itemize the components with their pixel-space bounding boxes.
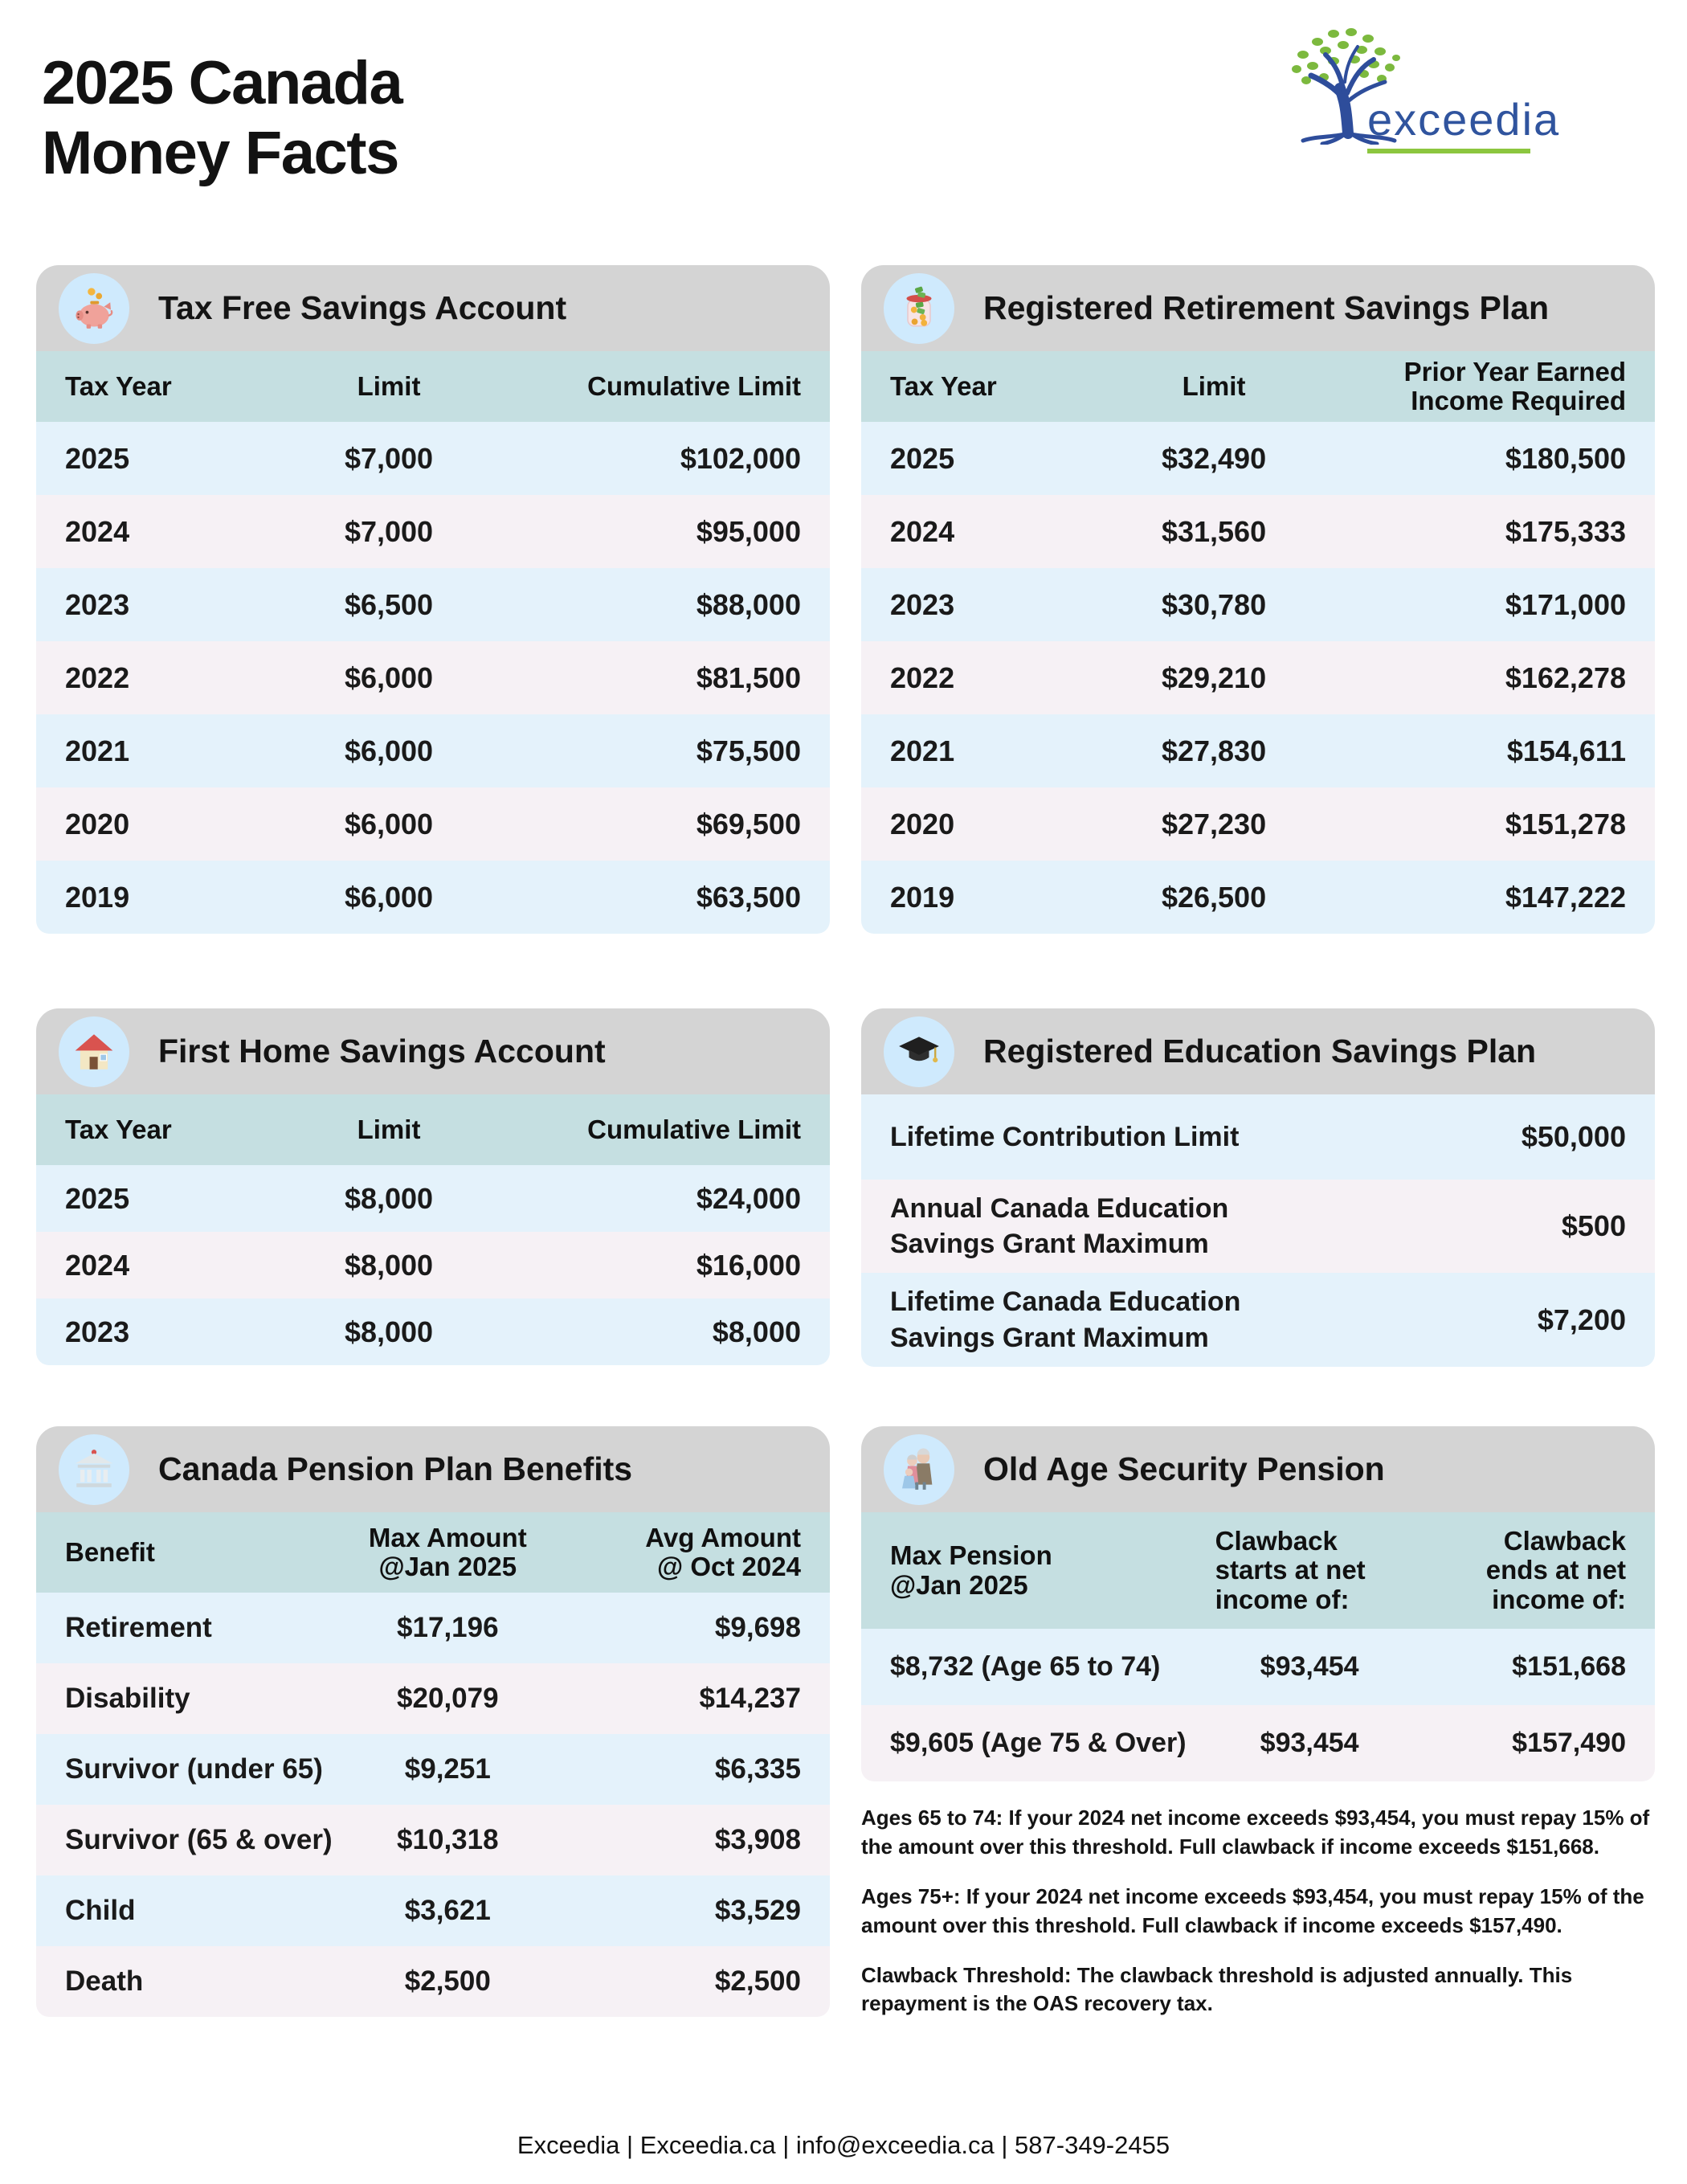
table-row [861,714,1655,787]
oas-column-headers [861,1512,1655,1629]
cell: $7,000 [344,514,434,548]
cell: Survivor (65 & over) [65,1824,333,1855]
piggy-bank-icon [71,286,116,331]
cell: $93,454 [1260,1651,1359,1682]
grandparents-family-icon [897,1447,942,1492]
tfsa-col-cumulative: Cumulative Limit [587,370,801,401]
cell: $3,908 [714,1824,801,1855]
resp-row-label: Annual Canada Education Savings Grant Maximum [890,1192,1229,1259]
cell: $29,210 [1161,661,1267,694]
cell: $151,278 [1505,807,1626,840]
rrsp-card-header [861,265,1655,351]
resp-row-value: $7,200 [1537,1303,1626,1336]
tfsa-column-headers [36,351,830,422]
cell: $102,000 [680,441,801,475]
rrsp-col-prior-income: Prior Year Earned Income Required [1403,356,1626,415]
cell: 2025 [890,441,955,475]
cell: $9,251 [404,1753,491,1785]
page-title-line1: 2025 Canada [42,49,402,117]
cell: $81,500 [696,661,801,694]
cell: $2,500 [404,1965,491,1997]
cell: 2023 [65,1315,130,1348]
table-row [36,495,830,568]
rrsp-col-limit: Limit [1182,370,1246,401]
table-row [36,787,830,861]
table-row [861,787,1655,861]
cell: Disability [65,1683,190,1714]
cell: $88,000 [696,587,801,621]
cell: $27,230 [1161,807,1267,840]
table-row [861,495,1655,568]
cell: 2021 [890,734,955,767]
cell: $9,605 (Age 75 & Over) [890,1728,1187,1758]
resp-card-header [861,1008,1655,1094]
cell: $20,079 [397,1683,499,1714]
cell: $6,000 [344,807,434,840]
table-row [36,1165,830,1232]
cell: $8,732 (Age 65 to 74) [890,1651,1161,1682]
table-row [36,641,830,714]
cell: $154,611 [1506,734,1626,767]
cell: Child [65,1895,136,1926]
fhsa-icon-circle [59,1016,129,1087]
oas-col-clawback-end: Clawback ends at net income of: [1485,1526,1626,1614]
oas-notes [861,1804,1655,2039]
table-row [36,1805,830,1875]
fhsa-card-header [36,1008,830,1094]
cell: $8,000 [712,1315,801,1348]
tfsa-card [36,265,830,934]
table-row [36,1232,830,1299]
footer-contact: Exceedia | Exceedia.ca | info@exceedia.ca | 587-349-2455 [517,2131,1170,2159]
cell: $6,500 [344,587,434,621]
cell: $162,278 [1505,661,1626,694]
oas-col-max-pension: Max Pension @Jan 2025 [890,1540,1052,1600]
table-row [861,1629,1655,1705]
cpp-col-avg-amount: Avg Amount @ Oct 2024 [645,1522,801,1581]
cpp-col-benefit: Benefit [65,1536,155,1567]
table-row [36,714,830,787]
resp-title: Registered Education Savings Plan [983,1033,1537,1070]
cell: 2023 [65,587,130,621]
cell: 2024 [65,514,130,548]
oas-note-75-plus: Ages 75+: If your 2024 net income exceeds $93,454, you must repay 15% of the amount over this threshold. Full clawback if income exceeds $157,490. [861,1883,1644,1937]
fhsa-title: First Home Savings Account [158,1033,606,1070]
page-title [42,48,402,189]
cell: 2021 [65,734,130,767]
table-row [36,1946,830,2017]
graduation-cap-icon [897,1029,942,1074]
cell: $6,000 [344,734,434,767]
fhsa-card [36,1008,830,1365]
cpp-title: Canada Pension Plan Benefits [158,1450,633,1487]
cell: $171,000 [1505,587,1626,621]
table-row [36,1663,830,1734]
oas-note-clawback-threshold: Clawback Threshold: The clawback threshold is adjusted annually. This repayment is the OAS recovery tax. [861,1962,1573,2016]
cell: Death [65,1965,144,1997]
table-row [36,422,830,495]
table-row [36,1734,830,1805]
cell: Retirement [65,1612,212,1643]
table-row [861,1273,1655,1367]
fhsa-col-limit: Limit [357,1114,421,1144]
table-row [36,1875,830,1946]
cell: $3,529 [714,1895,801,1926]
page-title-line2: Money Facts [42,119,398,188]
table-row [36,1299,830,1365]
table-row [861,641,1655,714]
cell: 2022 [890,661,955,694]
cell: $10,318 [397,1824,499,1855]
rrsp-card [861,265,1655,934]
exceedia-logo [1285,14,1561,163]
rrsp-title: Registered Retirement Savings Plan [983,289,1550,326]
tfsa-title: Tax Free Savings Account [158,289,567,326]
cell: $147,222 [1505,880,1626,914]
cell: $2,500 [714,1965,801,1997]
cell: $7,000 [344,441,434,475]
cell: 2023 [890,587,955,621]
logo-underline [1367,149,1530,153]
house-icon [71,1029,116,1074]
cell: $24,000 [696,1181,801,1215]
cpp-column-headers [36,1512,830,1593]
fhsa-col-cumulative: Cumulative Limit [587,1114,801,1144]
cell: 2024 [890,514,955,548]
cell: $151,668 [1512,1651,1626,1682]
cell: $14,237 [699,1683,801,1714]
tfsa-col-tax-year: Tax Year [65,370,172,401]
cell: Survivor (under 65) [65,1753,323,1785]
cell: $17,196 [397,1612,499,1643]
cell: 2025 [65,1181,130,1215]
tfsa-card-header [36,265,830,351]
cell: $6,000 [344,880,434,914]
resp-row-label: Lifetime Contribution Limit [890,1121,1240,1152]
rrsp-column-headers [861,351,1655,422]
table-row [36,1593,830,1663]
cell: $30,780 [1161,587,1267,621]
cell: $27,830 [1161,734,1267,767]
cell: $8,000 [344,1181,434,1215]
rrsp-col-tax-year: Tax Year [890,370,997,401]
cell: $16,000 [696,1248,801,1282]
logo-wordmark: exceedia [1367,94,1561,145]
cell: $6,335 [714,1753,801,1785]
tfsa-col-limit: Limit [357,370,421,401]
cell: 2022 [65,661,130,694]
resp-card [861,1008,1655,1367]
cell: $180,500 [1505,441,1626,475]
table-row [861,1705,1655,1781]
cpp-card [36,1426,830,2017]
cell: $9,698 [714,1612,801,1643]
cell: 2020 [890,807,955,840]
fhsa-col-tax-year: Tax Year [65,1114,172,1144]
cell: $32,490 [1161,441,1267,475]
table-row [861,568,1655,641]
cell: $69,500 [696,807,801,840]
cell: $3,621 [404,1895,491,1926]
resp-icon-circle [884,1016,954,1087]
cell: $8,000 [344,1248,434,1282]
oas-card-header [861,1426,1655,1512]
cell: 2025 [65,441,130,475]
cell: 2019 [890,880,955,914]
oas-note-65-74: Ages 65 to 74: If your 2024 net income exceeds $93,454, you must repay 15% of the amount over this threshold. Full clawback if income exceeds $151,668. [861,1806,1650,1859]
bank-building-icon [71,1447,116,1492]
cpp-col-max-amount: Max Amount @Jan 2025 [368,1522,527,1581]
oas-icon-circle [884,1434,954,1505]
cell: $95,000 [696,514,801,548]
cell: $8,000 [344,1315,434,1348]
cell: $26,500 [1161,880,1267,914]
cell: 2024 [65,1248,130,1282]
fhsa-column-headers [36,1094,830,1165]
cell: 2020 [65,807,130,840]
table-row [861,422,1655,495]
cell: $63,500 [696,880,801,914]
cell: $157,490 [1512,1728,1626,1758]
table-row [36,861,830,934]
resp-row-value: $500 [1561,1209,1626,1242]
oas-title: Old Age Security Pension [983,1450,1385,1487]
cpp-icon-circle [59,1434,129,1505]
rrsp-icon-circle [884,273,954,344]
cell: $6,000 [344,661,434,694]
cpp-card-header [36,1426,830,1512]
oas-card [861,1426,1655,1781]
cell: $75,500 [696,734,801,767]
cell: $175,333 [1505,514,1626,548]
cell: 2019 [65,880,130,914]
table-row [861,1094,1655,1180]
cell: $31,560 [1161,514,1267,548]
table-row [36,568,830,641]
tfsa-icon-circle [59,273,129,344]
oas-col-clawback-start: Clawback starts at net income of: [1215,1526,1366,1614]
cell: $93,454 [1260,1728,1359,1758]
resp-row-label: Lifetime Canada Education Savings Grant Maximum [890,1286,1241,1353]
table-row [861,861,1655,934]
resp-row-value: $50,000 [1521,1120,1626,1153]
table-row [861,1180,1655,1273]
savings-jar-icon [897,286,942,331]
